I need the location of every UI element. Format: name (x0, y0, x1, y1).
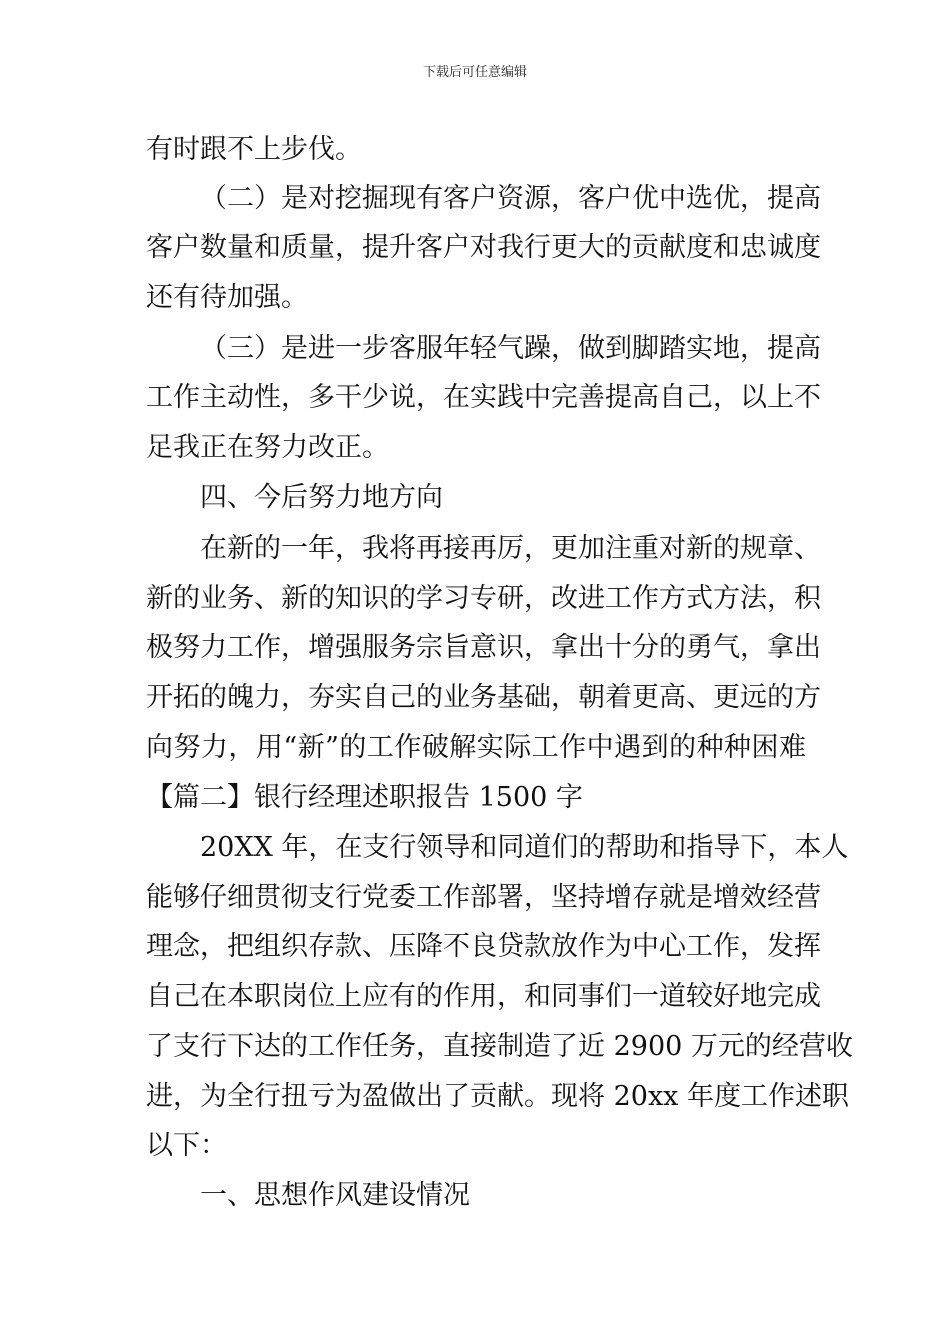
text-line: 自己在本职岗位上应有的作用，和同事们一道较好地完成 (146, 981, 821, 1012)
text-line: 理念，把组织存款、压降不良贷款放作为中心工作，发挥 (146, 931, 821, 962)
text-line: 新的业务、新的知识的学习专研，改进工作方式方法，积 (146, 583, 821, 614)
text-line: 工作主动性，多干少说，在实践中完善提高自己，以上不 (146, 382, 821, 413)
text-line: 进，为全行扭亏为盈做出了贡献。现将 20xx 年度工作述职 (146, 1081, 849, 1112)
text-line: 能够仔细贯彻支行党委工作部署，坚持增存就是增效经营 (146, 882, 821, 913)
text-line: 还有待加强。 (146, 282, 308, 313)
text-line: 20XX 年，在支行领导和同道们的帮助和指导下，本人 (200, 832, 849, 863)
page-header-note: 下载后可任意编辑 (422, 65, 527, 80)
text-line: （二）是对挖掘现有客户资源，客户优中选优，提高 (200, 183, 821, 214)
section-heading: 四、今后努力地方向 (200, 482, 443, 513)
text-line: 在新的一年，我将再接再厉，更加注重对新的规章、 (200, 533, 821, 564)
text-line: （三）是进一步客服年轻气躁，做到脚踏实地，提高 (200, 333, 821, 364)
section-heading: 一、思想作风建设情况 (200, 1180, 470, 1211)
text-line: 有时跟不上步伐。 (146, 134, 362, 165)
text-line: 向努力，用“新”的工作破解实际工作中遇到的种种困难 (146, 732, 806, 763)
text-line: 足我正在努力改正。 (146, 432, 389, 463)
text-line: 了支行下达的工作任务，直接制造了近 2900 万元的经营收 (146, 1031, 853, 1062)
text-line: 以下： (146, 1130, 227, 1161)
text-line: 极努力工作，增强服务宗旨意识，拿出十分的勇气，拿出 (146, 632, 821, 663)
text-line: 客户数量和质量，提升客户对我行更大的贡献度和忠诚度 (146, 232, 821, 263)
article-title: 【篇二】银行经理述职报告 1500 字 (146, 782, 583, 813)
text-line: 开拓的魄力，夯实自己的业务基础，朝着更高、更远的方 (146, 682, 821, 713)
